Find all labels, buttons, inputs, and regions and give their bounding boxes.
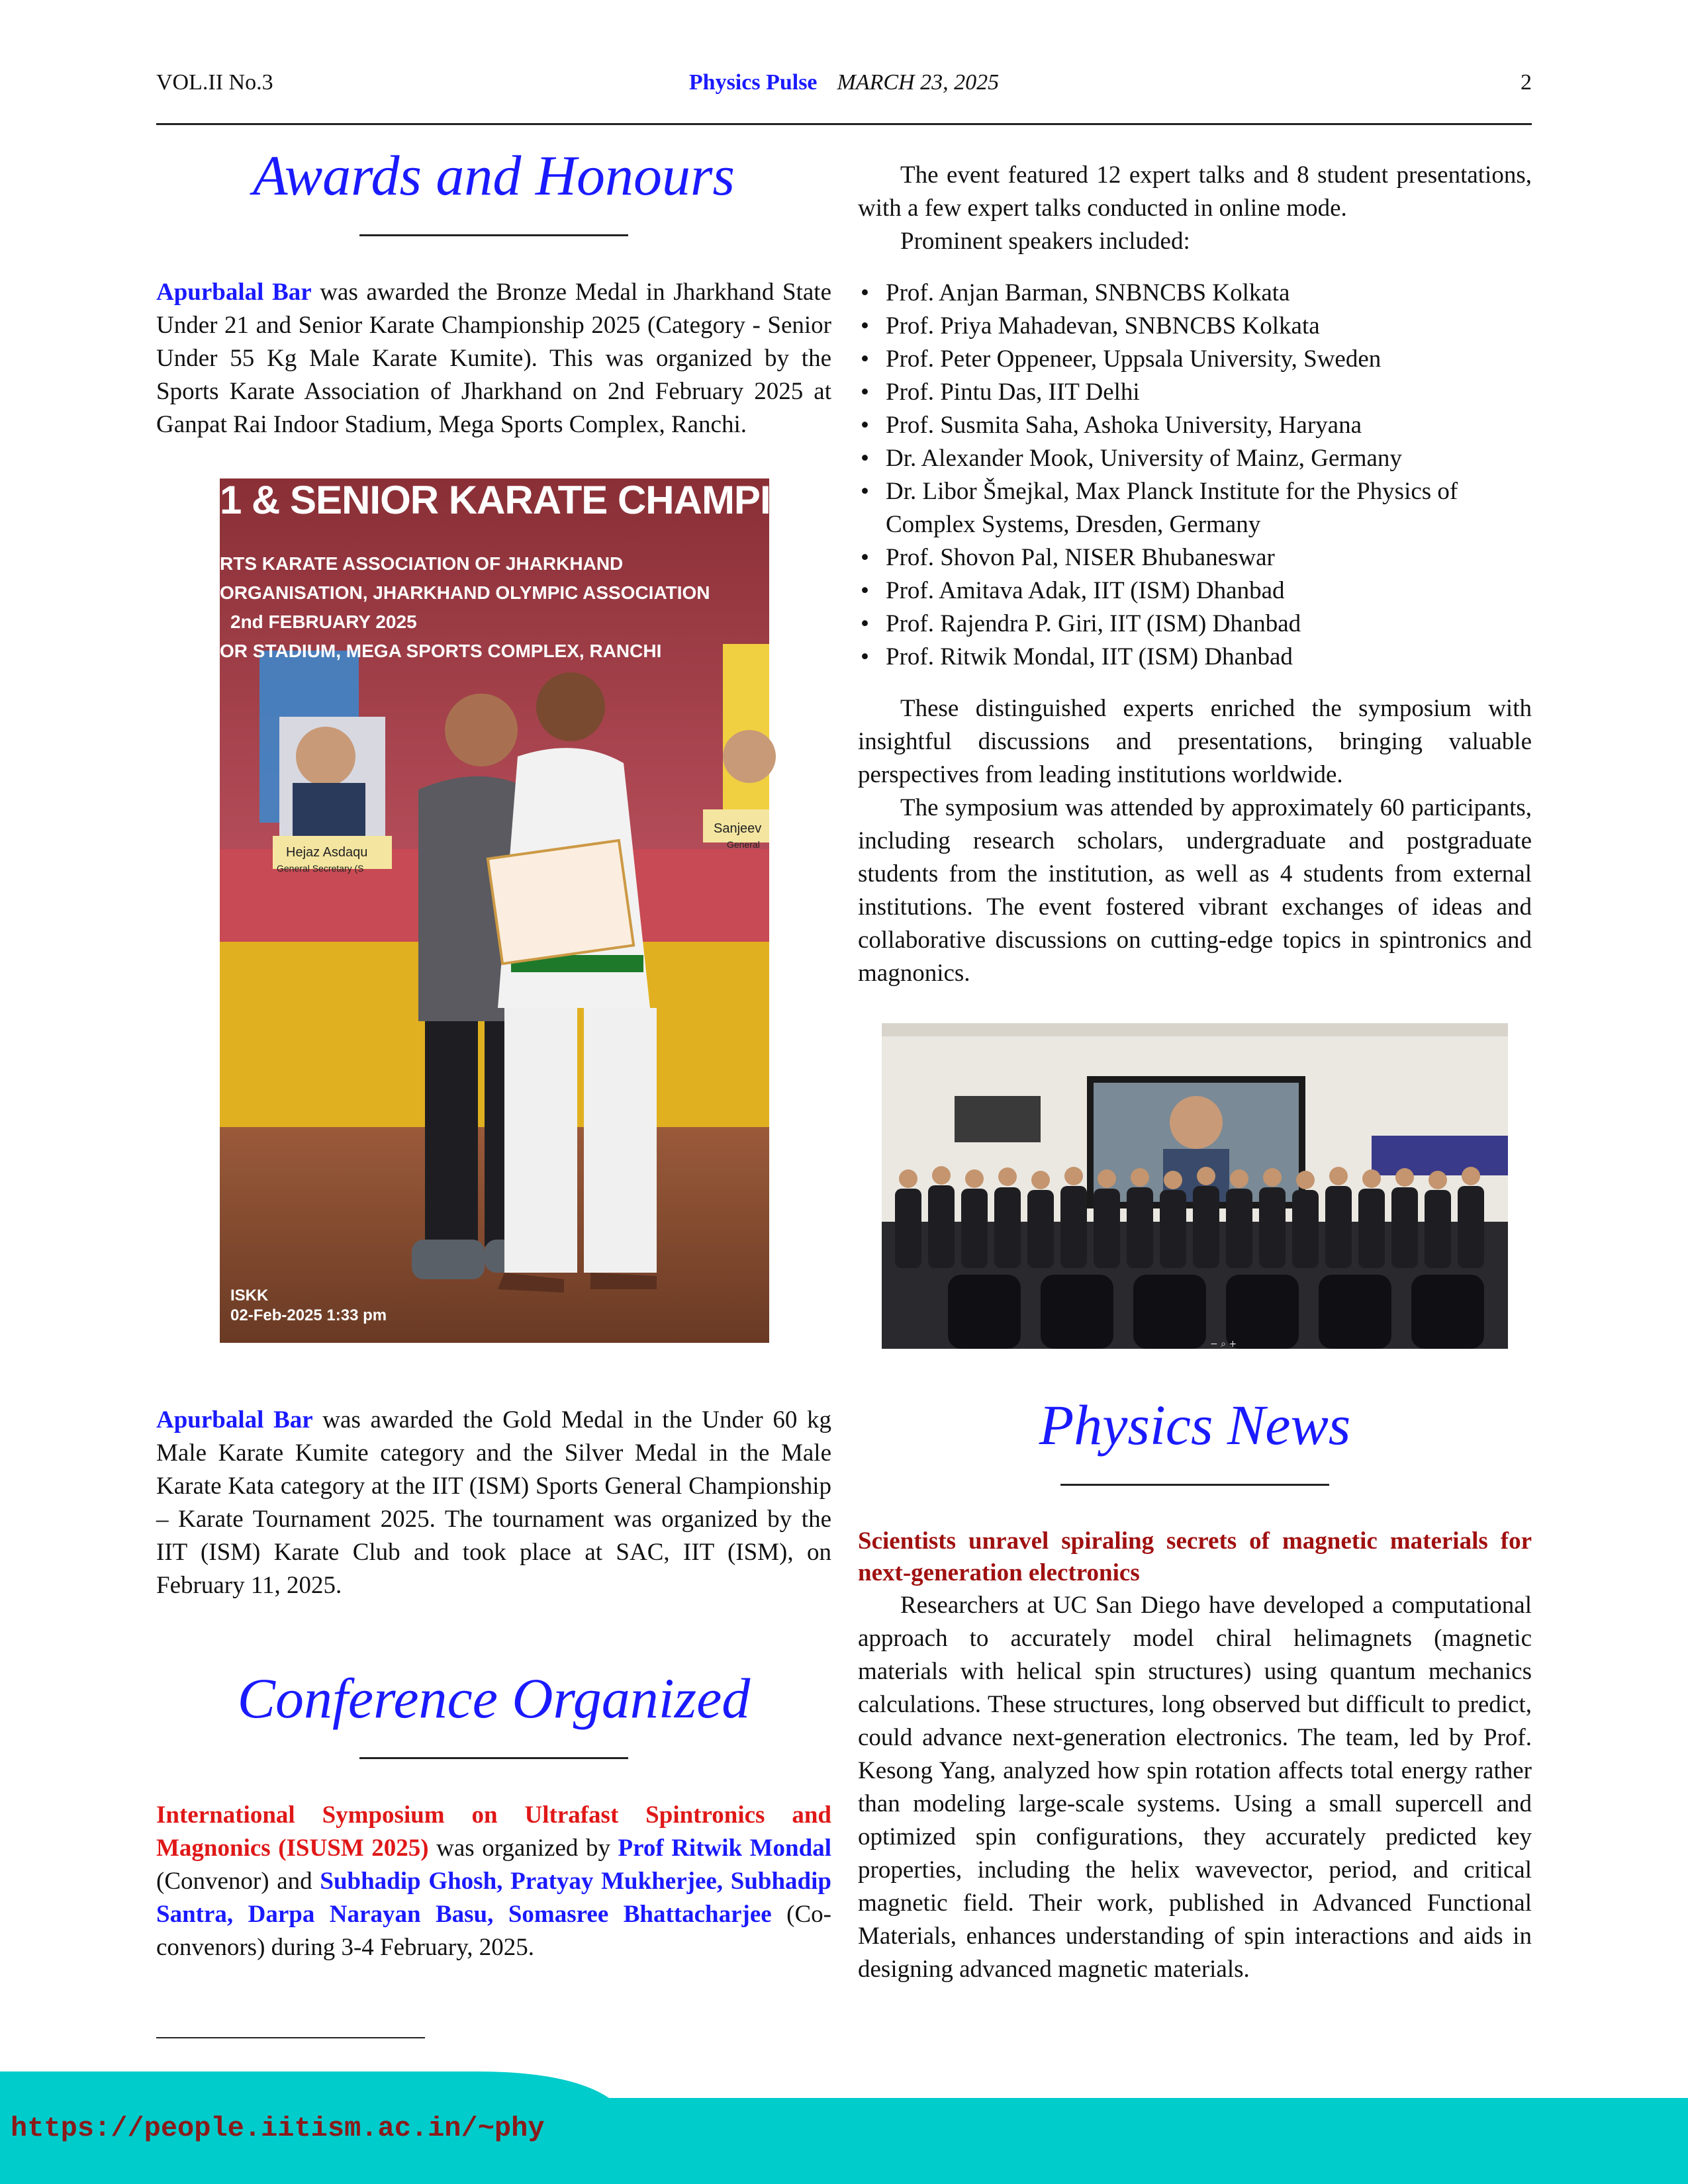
conference-para-1: The event featured 12 expert talks and 8 student presentations, with a few expert talks conducted in online mode.: [858, 161, 1532, 222]
banner-line-2: ORGANISATION, JHARKHAND OLYMPIC ASSOCIATION: [220, 582, 710, 603]
page-footer: [0, 2071, 1688, 2184]
conference-title: Conference Organized: [237, 1666, 751, 1730]
award-paragraph-1: [156, 276, 831, 441]
speaker-item: • Prof. Peter Oppeneer, Uppsala University, Sweden: [884, 343, 1532, 376]
news-title: Physics News: [1039, 1393, 1351, 1457]
news-title-rule: [1060, 1484, 1329, 1486]
left-column: [156, 139, 882, 1964]
issue-date: MARCH 23, 2025: [837, 70, 1000, 95]
awards-title-rule: [359, 234, 628, 236]
banner-line-4: OR STADIUM, MEGA SPORTS COMPLEX, RANCHI: [220, 641, 662, 661]
karate-award-photo: [220, 478, 882, 1343]
photo-stamp-line-1: ISKK: [230, 1287, 269, 1304]
award-name-1: Apurbalal Bar: [156, 279, 312, 306]
award-paragraph-2: [156, 1404, 831, 1602]
page-header: [156, 66, 1532, 103]
speaker-item: • Prof. Ritwik Mondal, IIT (ISM) Dhanbad: [884, 641, 1532, 674]
speaker-item: • Dr. Alexander Mook, University of Mainz, Germany: [884, 442, 1532, 475]
award-text-1: was awarded the Bronze Medal in Jharkhand State Under 21 and Senior Karate Championship 2025 (Category - Senior Under 55 Kg Male Karate Kumite). This was organized by the Sports Karate Association of Jharkhand on 2nd February 2025 at Ganpat Rai Indoor Stadium, Mega Sports Complex, Ranchi.: [156, 279, 831, 438]
right-column: [858, 159, 1532, 1986]
masthead: [156, 70, 1532, 95]
speaker-item: • Prof. Priya Mahadevan, SNBNCBS Kolkata: [884, 310, 1532, 343]
conference-event-name: International Symposium on Ultrafast Spintronics and Magnonics (ISUSM 2025): [156, 1801, 831, 1862]
newsletter-name: Physics Pulse: [688, 70, 818, 95]
poster-left-role: General Secretary (S: [277, 863, 364, 874]
conference-intro: [156, 1799, 831, 1964]
speaker-item: • Prof. Amitava Adak, IIT (ISM) Dhanbad: [884, 574, 1532, 608]
speaker-item: • Prof. Susmita Saha, Ashoka University, Haryana: [884, 409, 1532, 442]
banner-line-3: 2nd FEBRUARY 2025: [230, 612, 417, 632]
conference-title-rule: [359, 1757, 628, 1759]
footer-url-link[interactable]: https://people.iitism.ac.in/~phy: [11, 2113, 545, 2144]
conference-text-1: was organized by: [428, 1835, 618, 1862]
speaker-item: • Prof. Pintu Das, IIT Delhi: [884, 376, 1532, 409]
photo-zoom-controls: − ⌕ +: [1210, 1339, 1237, 1349]
banner-line-1: RTS KARATE ASSOCIATION OF JHARKHAND: [220, 553, 624, 574]
poster-right-name: Sanjeev: [714, 821, 762, 836]
speaker-item: • Prof. Anjan Barman, SNBNCBS Kolkata: [884, 277, 1532, 310]
speaker-item: • Prof. Rajendra P. Giri, IIT (ISM) Dhanbad: [884, 608, 1532, 641]
conference-text-3: (Co-convenors) during 3-4 February, 2025.: [156, 1901, 831, 1961]
symposium-group-photo: [882, 1023, 1508, 1349]
footnote-rule: [156, 2037, 425, 2038]
news-body: Researchers at UC San Diego have developed a computational approach to accurately model chiral helimagnets (magnetic materials with helical spin structures) using quantum mechanics calculations. These structures, long observed but difficult to predict, could advance next-generation electronics. The team, led by Prof. Kesong Yang, analyzed how spin rotation affects total energy rather than modeling large-scale systems. Using a small supercell and optimized spin configurations, they accurately predicted key properties, including the helix wavevector, period, and critical magnetic field. Their work, published in Advanced Functional Materials, enhances understanding of spin interactions and aids in designing advanced magnetic materials.: [858, 1592, 1532, 1983]
poster-left-name: Hejaz Asdaqu: [286, 845, 368, 860]
conference-coconvenors: Subhadip Ghosh, Pratyay Mukherjee, Subhadip Santra, Darpa Narayan Basu, Somasree Bhattacharjee: [156, 1868, 831, 1928]
conference-para-3: These distinguished experts enriched the symposium with insightful discussions and presentations, bringing valuable perspectives from leading institutions worldwide.: [858, 695, 1532, 788]
banner-title: 1 & SENIOR KARATE CHAMPIONSH: [220, 478, 882, 522]
speaker-list: [858, 277, 1532, 674]
header-divider: [156, 123, 1532, 125]
speaker-item: • Prof. Shovon Pal, NISER Bhubaneswar: [884, 541, 1532, 574]
group-photo-illustration: [882, 1023, 1508, 1349]
award-text-2: was awarded the Gold Medal in the Under 60 kg Male Karate Kumite category and the Silver Medal in the Male Karate Kata category at the IIT (ISM) Sports General Championship – Karate Tournament 2025. The tournament was organized by the IIT (ISM) Karate Club and took place at SAC, IIT (ISM), on February 11, 2025.: [156, 1406, 831, 1599]
conference-text-2: (Convenor) and: [156, 1868, 320, 1895]
speaker-item: • Dr. Libor Šmejkal, Max Planck Institute for the Physics of Complex Systems, Dresden, Germany: [884, 475, 1532, 541]
conference-para-2: Prominent speakers included:: [900, 228, 1190, 255]
award-name-2: Apurbalal Bar: [156, 1406, 313, 1433]
photo-stamp-line-2: 02-Feb-2025 1:33 pm: [230, 1306, 387, 1324]
volume-label: VOL.II No.3: [156, 70, 273, 95]
conference-para-4: The symposium was attended by approximately 60 participants, including research scholars, undergraduate and postgraduate students from the institution, as well as 4 students from external institutions. The event fostered vibrant exchanges of ideas and collaborative discussions on cutting-edge topics in spintronics and magnonics.: [858, 794, 1532, 987]
news-headline: Scientists unravel spiraling secrets of magnetic materials for next-generation electronics: [858, 1527, 1532, 1586]
page-number: 2: [1521, 70, 1532, 95]
awards-title: Awards and Honours: [253, 144, 735, 207]
conference-convenor: Prof Ritwik Mondal: [618, 1835, 831, 1862]
poster-right-role: General: [727, 839, 760, 850]
